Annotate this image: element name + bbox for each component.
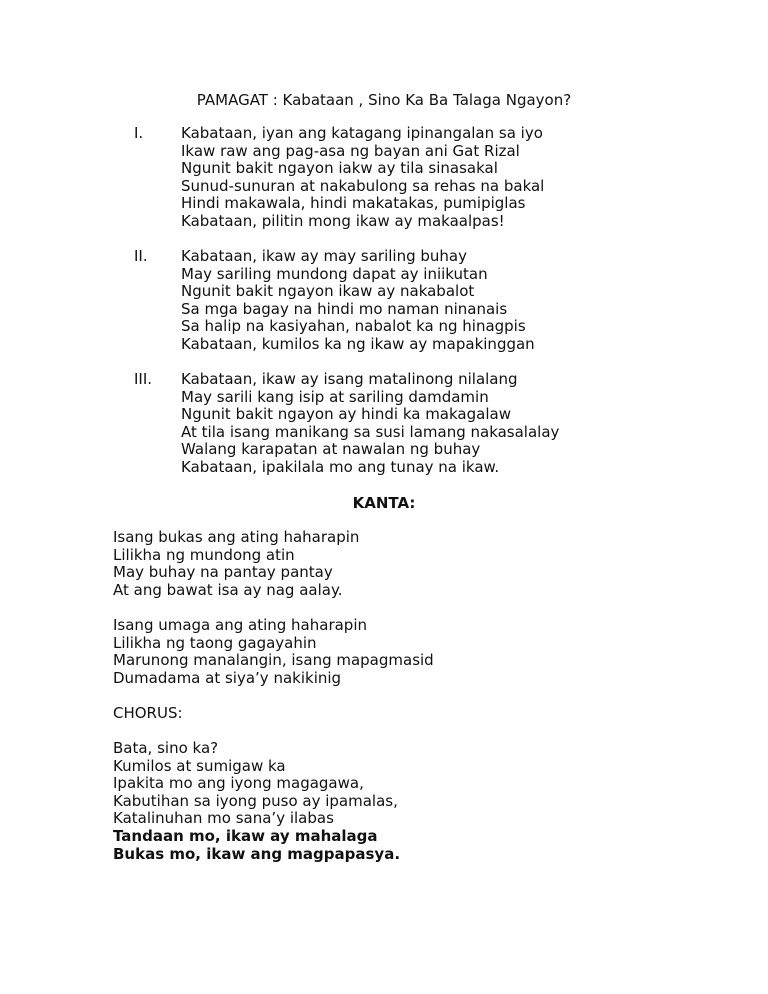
song-line: Lilikha ng taong gagayahin bbox=[113, 633, 317, 652]
stanza-line: Walang karapatan at nawalan ng buhay bbox=[181, 440, 481, 459]
song-line: May buhay na pantay pantay bbox=[113, 563, 333, 582]
chorus-line-bold: Bukas mo, ikaw ang magpapasya. bbox=[113, 844, 401, 863]
stanza-line: Kabataan, iyan ang katagang ipinangalan sa iyo bbox=[181, 124, 543, 142]
chorus-line: Bata, sino ka? bbox=[113, 739, 219, 757]
chorus-label: CHORUS: bbox=[113, 704, 183, 722]
song-line: Isang umaga ang ating haharapin bbox=[113, 616, 367, 634]
stanza-line: Sunud-sunuran at nakabulong sa rehas na bakal bbox=[181, 176, 545, 195]
chorus-label-block bbox=[113, 705, 183, 723]
stanza-line: Ngunit bakit ngayon iakw ay tila sinasakal bbox=[181, 159, 498, 178]
stanza-line: Ikaw raw ang pag-asa ng bayan ani Gat Rizal bbox=[181, 141, 520, 160]
stanza-lines bbox=[181, 248, 535, 354]
stanza-line: At tila isang manikang sa susi lamang nakasalalay bbox=[181, 422, 560, 441]
stanza-number: I. bbox=[134, 124, 144, 142]
song-line: Dumadama at siya’y nakikinig bbox=[113, 668, 342, 687]
stanza-line: May sariling mundong dapat ay iniikutan bbox=[181, 264, 488, 283]
document-title: PAMAGAT : Kabataan , Sino Ka Ba Talaga Ngayon? bbox=[196, 91, 572, 109]
song-verse-1 bbox=[113, 529, 359, 599]
stanza-line: Ngunit bakit ngayon ikaw ay nakabalot bbox=[181, 282, 475, 301]
chorus-line: Kabutihan sa iyong puso ay ipamalas, bbox=[113, 791, 398, 810]
stanza-line: Kabataan, ikaw ay isang matalinong nilalang bbox=[181, 370, 518, 388]
stanza-line: Sa mga bagay na hindi mo naman ninanais bbox=[181, 299, 508, 318]
chorus-line-bold: Tandaan mo, ikaw ay mahalaga bbox=[113, 826, 378, 845]
chorus-line: Katalinuhan mo sana’y ilabas bbox=[113, 809, 334, 828]
stanza-lines bbox=[181, 125, 544, 231]
chorus-block bbox=[113, 740, 400, 863]
stanza-line: Kabataan, ikaw ay may sariling buhay bbox=[181, 247, 467, 265]
stanza-line: May sarili kang isip at sariling damdamin bbox=[181, 387, 489, 406]
stanza-line: Ngunit bakit ngayon ay hindi ka makagalaw bbox=[181, 405, 511, 424]
stanza-number: II. bbox=[134, 247, 148, 265]
chorus-line: Kumilos at sumigaw ka bbox=[113, 756, 286, 775]
song-line: Marunong manalangin, isang mapagmasid bbox=[113, 651, 434, 670]
stanza-line: Kabataan, pilitin mong ikaw ay makaalpas! bbox=[181, 211, 505, 230]
song-line: Lilikha ng mundong atin bbox=[113, 545, 295, 564]
stanza-number: III. bbox=[134, 370, 153, 388]
stanza-line: Kabataan, ipakilala mo ang tunay na ikaw. bbox=[181, 457, 500, 476]
stanza-line: Kabataan, kumilos ka ng ikaw ay mapakinggan bbox=[181, 334, 535, 353]
song-line: Isang bukas ang ating haharapin bbox=[113, 528, 360, 546]
stanza-lines bbox=[181, 371, 559, 477]
chorus-line: Ipakita mo ang iyong magagawa, bbox=[113, 774, 364, 793]
song-line: At ang bawat isa ay nag aalay. bbox=[113, 580, 343, 599]
song-verse-2 bbox=[113, 617, 434, 687]
kanta-heading: KANTA: bbox=[352, 494, 416, 512]
stanza-line: Hindi makawala, hindi makatakas, pumipiglas bbox=[181, 194, 526, 213]
stanza-line: Sa halip na kasiyahan, nabalot ka ng hinagpis bbox=[181, 317, 526, 336]
